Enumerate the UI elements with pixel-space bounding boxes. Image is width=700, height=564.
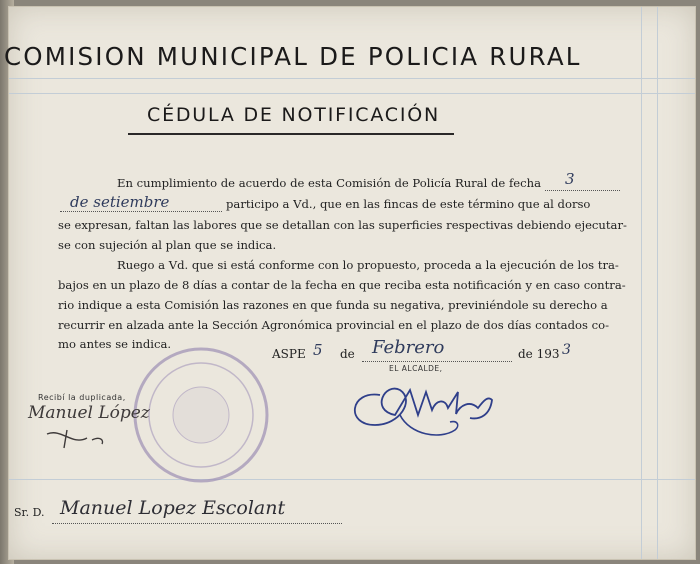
- mayor-label: EL ALCALDE,: [389, 364, 443, 373]
- subtitle-underline: [128, 133, 454, 135]
- date-month: Febrero: [372, 337, 445, 358]
- date-year-prefix: de 193: [518, 347, 560, 361]
- body-line: se expresan, faltan las labores que se detallan con las superficies respectivas debiendo ejecutar-: [58, 218, 627, 232]
- document-title: COMISION MUNICIPAL DE POLICIA RURAL: [4, 42, 582, 71]
- handwritten-month: de setiembre: [70, 193, 170, 211]
- fill-line: [60, 211, 222, 212]
- body-line: participo a Vd., que en las fincas de este término que al dorso: [226, 197, 591, 211]
- document-subtitle: CÉDULA DE NOTIFICACIÓN: [147, 104, 441, 126]
- date-year-digit: 3: [562, 342, 571, 358]
- fill-line: [52, 523, 342, 524]
- body-line: recurrir en alzada ante la Sección Agronómica provincial en el plazo de dos días contados co-: [58, 318, 610, 332]
- ledger-rule: [641, 7, 642, 559]
- body-line: mo antes se indica.: [58, 337, 172, 351]
- body-line: Ruego a Vd. que si está conforme con lo propuesto, proceda a la ejecución de los tra-: [117, 258, 619, 272]
- body-line: rio indique a esta Comisión las razones en que funda su negativa, previniéndole su derecho a: [58, 298, 608, 312]
- mayor-signature: [340, 370, 510, 450]
- fill-line: [545, 190, 620, 191]
- body-line: se con sujeción al plan que se indica.: [58, 238, 277, 252]
- ledger-rule: [9, 93, 695, 94]
- ledger-rule: [9, 479, 695, 480]
- receipt-flourish: [42, 426, 112, 452]
- recipient-prefix: Sr. D.: [14, 506, 45, 519]
- body-line: En cumplimiento de acuerdo de esta Comisión de Policía Rural de fecha: [117, 176, 541, 190]
- fill-line: [362, 361, 512, 362]
- recipient-name: Manuel Lopez Escolant: [60, 497, 286, 519]
- date-day: 5: [313, 341, 323, 359]
- ledger-rule: [657, 7, 658, 559]
- ledger-rule: [9, 78, 695, 79]
- body-line: bajos en un plazo de 8 días a contar de la fecha en que reciba esta notificación y en caso contra-: [58, 278, 626, 292]
- receipt-signature: Manuel López: [28, 403, 150, 423]
- date-de: de: [340, 347, 355, 361]
- receipt-label: Recibí la duplicada,: [38, 393, 126, 402]
- date-place: ASPE: [272, 347, 306, 361]
- handwritten-day: 3: [565, 170, 575, 188]
